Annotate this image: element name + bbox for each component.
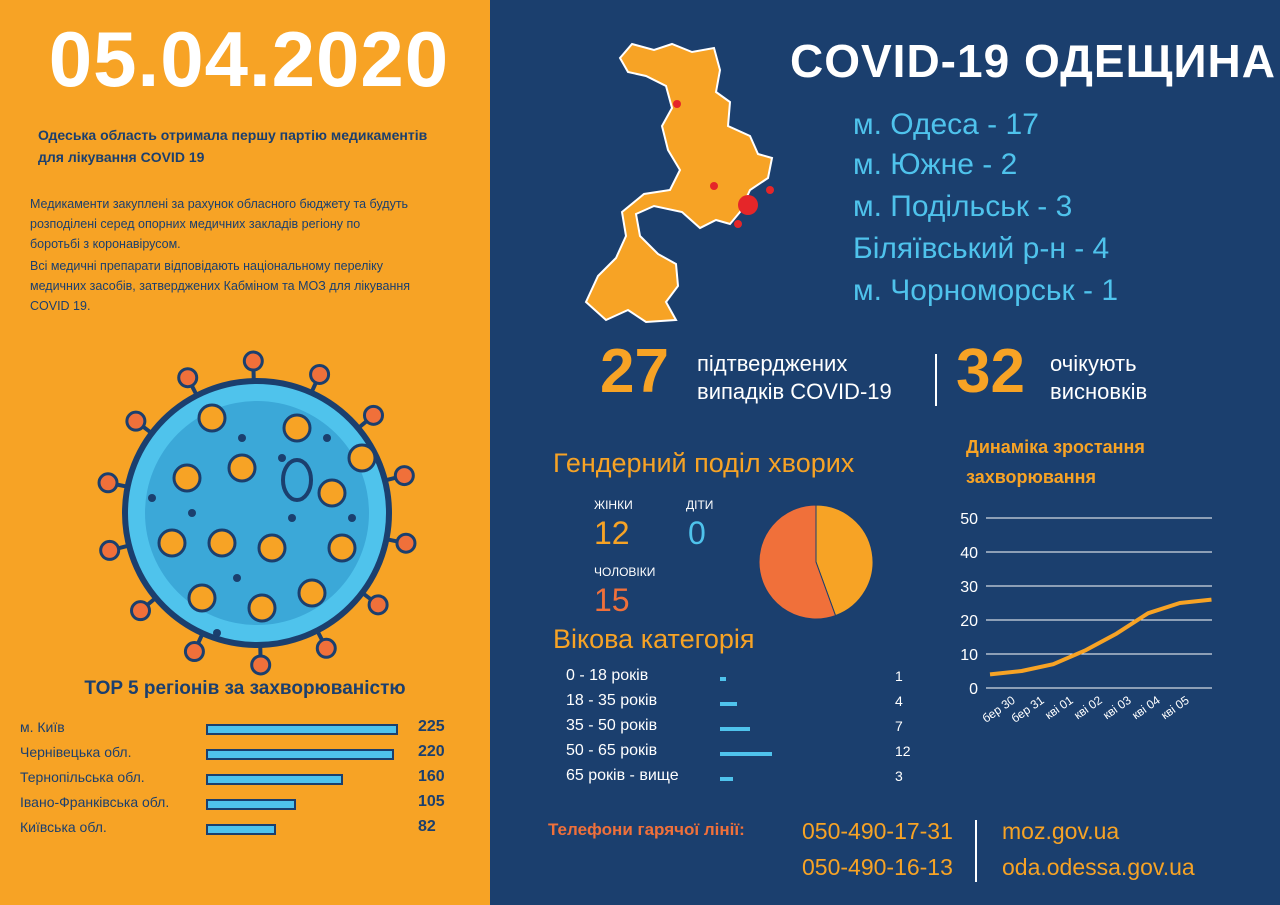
paragraph-1-line: розподілені серед опорних медичних закладів регіону по: [30, 217, 361, 231]
chart-y-tick: 0: [969, 681, 978, 698]
virus-cell: [283, 460, 311, 500]
virus-receptor: [189, 585, 215, 611]
map-city-dot: [766, 186, 774, 194]
virus-receptor: [259, 535, 285, 561]
age-group-label: 18 - 35 років: [566, 692, 658, 709]
age-group-value: 1: [895, 668, 903, 684]
virus-dot: [278, 454, 286, 462]
chart-x-tick: кві 05: [1158, 692, 1192, 723]
dynamics-line-chart: [950, 500, 1230, 750]
age-title: Вікова категорія: [553, 624, 755, 654]
main-title: COVID-19 ОДЕЩИНА: [790, 35, 1276, 87]
confirmed-label-line-2: випадків COVID-19: [697, 379, 892, 404]
chart-series-line: [990, 600, 1211, 675]
virus-receptor: [329, 535, 355, 561]
chart-x-tick: бер 30: [979, 692, 1018, 726]
dynamics-title-line-2: захворювання: [966, 467, 1097, 487]
virus-dot: [188, 509, 196, 517]
virus-dot: [148, 494, 156, 502]
virus-spike-head: [317, 639, 335, 657]
district-podilsk: м. Подільськ - 3: [853, 190, 1073, 223]
site-moz[interactable]: moz.gov.ua: [1002, 818, 1120, 844]
paragraph-2-line: Всі медичні препарати відповідають національному переліку: [30, 259, 384, 273]
top5-value: 160: [418, 768, 445, 785]
virus-dot: [213, 629, 221, 637]
confirmed-count: 27: [600, 337, 669, 406]
age-group-bar: [720, 752, 772, 756]
virus-spike-head: [397, 534, 415, 552]
left-panel: [0, 0, 490, 905]
chart-x-tick: бер 31: [1008, 692, 1047, 726]
district-chornomorsk: м. Чорноморськ - 1: [853, 274, 1119, 307]
virus-inner: [145, 401, 369, 625]
top5-bar: [206, 799, 296, 810]
paragraph-1-line: боротьбі з коронавірусом.: [30, 237, 181, 251]
age-group-bar: [720, 727, 750, 731]
confirmed-label-line-1: підтверджених: [697, 351, 848, 376]
dynamics-title-line-1: Динаміка зростання: [966, 437, 1145, 457]
chart-x-tick: кві 03: [1100, 692, 1134, 723]
top5-bar: [206, 774, 343, 785]
chart-x-tick: кві 04: [1129, 692, 1163, 723]
virus-receptor: [159, 530, 185, 556]
confirmed-label: [697, 350, 892, 406]
virus-spike-head: [179, 369, 197, 387]
virus-spike-head: [311, 365, 329, 383]
chart-x-tick: кві 01: [1042, 692, 1076, 723]
virus-receptor: [174, 465, 200, 491]
virus-illustration: [92, 348, 422, 678]
paragraph-1-line: Медикаменти закуплені за рахунок обласного бюджету та будуть: [30, 197, 409, 211]
virus-spike-head: [395, 467, 413, 485]
men-value: 15: [594, 582, 630, 618]
virus-spike-head: [244, 352, 262, 370]
women-value: 12: [594, 515, 630, 551]
dynamics-title: [966, 432, 1206, 492]
virus-spike-head: [99, 474, 117, 492]
virus-spike-head: [369, 596, 387, 614]
map-region-shape: [586, 44, 772, 322]
pending-label-line-1: очікують: [1050, 351, 1137, 376]
map-city-dot: [734, 220, 742, 228]
men-label: ЧОЛОВІКИ: [594, 565, 656, 579]
odesa-region-map: [580, 40, 800, 330]
top5-region-name: Чернівецька обл.: [20, 744, 132, 760]
virus-receptor: [319, 480, 345, 506]
age-group-value: 3: [895, 768, 903, 784]
paragraph-2-line: медичних засобів, затверджених Кабміном та МОЗ для лікування: [30, 279, 411, 293]
top5-title: TOP 5 регіонів за захворюваністю: [84, 678, 406, 699]
virus-dot: [348, 514, 356, 522]
site-oda[interactable]: oda.odessa.gov.ua: [1002, 854, 1195, 880]
virus-spike-head: [185, 643, 203, 661]
virus-receptor: [229, 455, 255, 481]
children-value: 0: [688, 515, 706, 551]
paragraph-2-line: COVID 19.: [30, 299, 91, 313]
divider: [935, 354, 937, 406]
chart-y-tick: 40: [960, 545, 978, 562]
virus-receptor: [199, 405, 225, 431]
map-city-dot: [673, 100, 681, 108]
virus-spike-head: [132, 602, 150, 620]
virus-dot: [288, 514, 296, 522]
age-group-bar: [720, 777, 733, 781]
age-group-label: 35 - 50 років: [566, 717, 658, 734]
virus-receptor: [209, 530, 235, 556]
top5-bar: [206, 824, 276, 835]
district-odesa: м. Одеса - 17: [853, 108, 1039, 141]
top5-region-name: Київська обл.: [20, 819, 107, 835]
age-group-label: 65 років - вище: [566, 767, 679, 784]
virus-spike-head: [364, 406, 382, 424]
top5-region-name: м. Київ: [20, 719, 65, 735]
virus-receptor: [249, 595, 275, 621]
hotline-label: Телефони гарячої лінії:: [548, 820, 745, 839]
pending-label-line-2: висновків: [1050, 379, 1148, 404]
virus-receptor: [284, 415, 310, 441]
age-group-bar: [720, 702, 737, 706]
chart-y-tick: 30: [960, 579, 978, 596]
virus-receptor: [299, 580, 325, 606]
virus-dot: [323, 434, 331, 442]
pending-count: 32: [956, 337, 1025, 406]
top5-value: 105: [418, 793, 445, 810]
age-group-value: 4: [895, 693, 903, 709]
women-label: ЖІНКИ: [594, 498, 633, 512]
virus-spike-head: [127, 412, 145, 430]
hotline-divider: [975, 820, 977, 882]
virus-spike-head: [101, 541, 119, 559]
top5-region-name: Івано-Франківська обл.: [20, 794, 170, 810]
map-odesa-dot: [738, 195, 758, 215]
date-title: 05.04.2020: [48, 15, 450, 103]
phone-1[interactable]: 050-490-17-31: [802, 818, 953, 844]
headline-line-1: Одеська область отримала першу партію медикаментів: [38, 127, 428, 143]
district-yuzhne: м. Южне - 2: [853, 148, 1018, 181]
district-biliaivka: Біляївський р-н - 4: [853, 232, 1110, 265]
chart-y-tick: 20: [960, 613, 978, 630]
age-group-bar: [720, 677, 726, 681]
top5-value: 82: [418, 818, 436, 835]
headline-line-2: для лікування COVID 19: [38, 149, 205, 165]
phone-2[interactable]: 050-490-16-13: [802, 854, 953, 880]
chart-y-tick: 10: [960, 647, 978, 664]
virus-dot: [233, 574, 241, 582]
children-label: ДІТИ: [686, 498, 714, 512]
pending-label: [1050, 350, 1147, 406]
virus-dot: [238, 434, 246, 442]
top5-region-name: Тернопільська обл.: [20, 769, 145, 785]
gender-title: Гендерний поділ хворих: [553, 448, 855, 478]
top5-bar: [206, 749, 394, 760]
chart-x-tick: кві 02: [1071, 692, 1105, 723]
virus-spike-head: [252, 656, 270, 674]
paragraph-2: [30, 256, 470, 316]
virus-receptor: [349, 445, 375, 471]
gender-pie-chart: [756, 502, 876, 622]
paragraph-1: [30, 194, 470, 254]
top5-value: 225: [418, 718, 445, 735]
map-city-dot: [710, 182, 718, 190]
top5-bar: [206, 724, 398, 735]
age-group-label: 50 - 65 років: [566, 742, 658, 759]
age-group-value: 12: [895, 743, 911, 759]
headline: [38, 124, 478, 168]
chart-y-tick: 50: [960, 511, 978, 528]
top5-value: 220: [418, 743, 445, 760]
age-group-label: 0 - 18 років: [566, 667, 649, 684]
age-group-value: 7: [895, 718, 903, 734]
